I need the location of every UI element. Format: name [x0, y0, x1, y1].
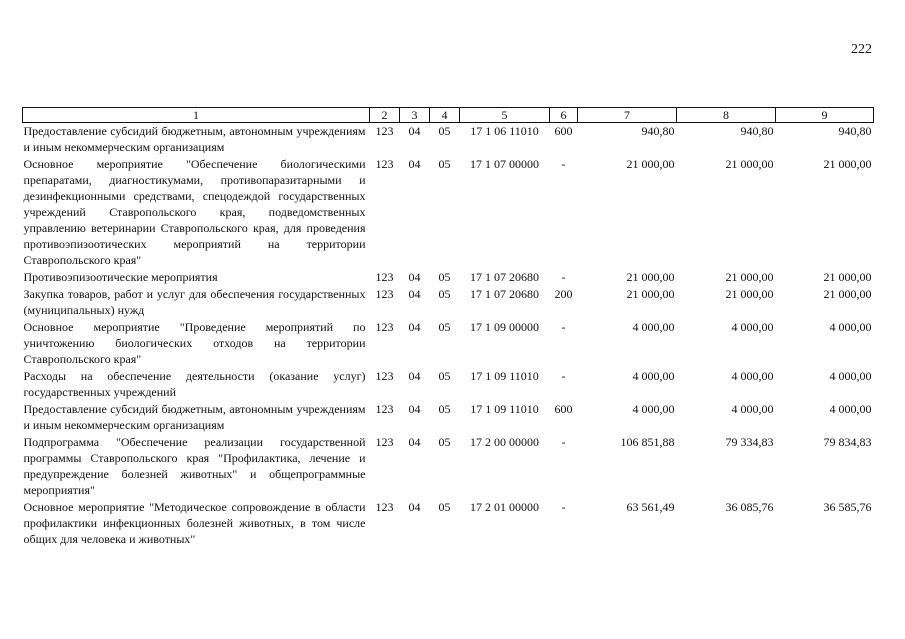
cell-ministry-code: 123: [375, 157, 394, 171]
cell-target-code: 17 1 09 00000: [470, 320, 539, 334]
cell-amount-col7: 4 000,00: [632, 320, 675, 334]
cell-target-code: 17 2 01 00000: [470, 500, 539, 514]
cell-expense-type: -: [561, 369, 566, 383]
cell-ministry-code: 123: [375, 402, 394, 416]
cell-target-code: 17 1 07 20680: [470, 270, 539, 284]
cell-amount-col9: 79 834,83: [823, 435, 872, 449]
cell-amount-col9: 21 000,00: [823, 287, 872, 301]
cell-amount-col9: 36 585,76: [823, 500, 872, 514]
page-number: 222: [851, 42, 872, 57]
cell-amount-col8: 4 000,00: [731, 320, 774, 334]
cell-amount-col7: 106 851,88: [620, 435, 675, 449]
cell-expense-type: 600: [554, 124, 573, 138]
cell-amount-col9: 4 000,00: [829, 369, 872, 383]
cell-subsection: 05: [438, 320, 451, 334]
cell-section: 04: [408, 500, 421, 514]
column-header: 7: [578, 108, 677, 123]
cell-amount-col7: 4 000,00: [632, 369, 675, 383]
cell-section: 04: [408, 402, 421, 416]
column-header: 6: [550, 108, 578, 123]
cell-amount-col8: 21 000,00: [725, 270, 774, 284]
cell-expense-type: -: [561, 157, 566, 171]
cell-subsection: 05: [438, 157, 451, 171]
cell-section: 04: [408, 435, 421, 449]
cell-ministry-code: 123: [375, 369, 394, 383]
cell-amount-col7: 940,80: [641, 124, 675, 138]
cell-target-code: 17 2 00 00000: [470, 435, 539, 449]
cell-ministry-code: 123: [375, 124, 394, 138]
column-header: 4: [430, 108, 460, 123]
cell-section: 04: [408, 124, 421, 138]
cell-amount-col7: 21 000,00: [626, 157, 675, 171]
row-name: Расходы на обеспечение деятельности (оказание услуг) государственных учреждений: [23, 369, 366, 399]
table-header-row: [23, 108, 874, 123]
cell-subsection: 05: [438, 287, 451, 301]
cell-amount-col9: 4 000,00: [829, 320, 872, 334]
cell-subsection: 05: [438, 402, 451, 416]
cell-amount-col9: 21 000,00: [823, 157, 872, 171]
cell-ministry-code: 123: [375, 270, 394, 284]
cell-section: 04: [408, 320, 421, 334]
column-header: 5: [460, 108, 550, 123]
table-row: [23, 319, 874, 368]
cell-amount-col8: 940,80: [740, 124, 774, 138]
row-name: Предоставление субсидий бюджетным, автономным учреждениям и иным некоммерческим организациям: [23, 402, 366, 432]
budget-table: [22, 107, 874, 548]
cell-amount-col7: 4 000,00: [632, 402, 675, 416]
cell-subsection: 05: [438, 435, 451, 449]
table-row: [23, 499, 874, 548]
cell-subsection: 05: [438, 270, 451, 284]
cell-target-code: 17 1 07 20680: [470, 287, 539, 301]
cell-expense-type: -: [561, 270, 566, 284]
cell-expense-type: 200: [554, 287, 573, 301]
column-header: 2: [370, 108, 400, 123]
row-name: Предоставление субсидий бюджетным, автономным учреждениям и иным некоммерческим организациям: [23, 124, 366, 154]
cell-amount-col8: 4 000,00: [731, 402, 774, 416]
row-name: Подпрограмма "Обеспечение реализации государственной программы Ставропольского края "Профилактика, лечение и предупреждение болезней животных" и общепрограммные мероприятия": [23, 435, 366, 497]
cell-subsection: 05: [438, 500, 451, 514]
cell-amount-col8: 4 000,00: [731, 369, 774, 383]
cell-expense-type: -: [561, 500, 566, 514]
row-name: Основное мероприятие "Обеспечение биологическими препаратами, диагностикумами, противопаразитарными и дезинфекционными средствами, спецодеждой государственных учреждений Ставропольского края, подведомственных управлению ветеринарии Ставропольского края, для проведения противоэпизоотических мероприятий на территории Ставропольского края": [23, 157, 366, 267]
cell-section: 04: [408, 157, 421, 171]
cell-target-code: 17 1 07 00000: [470, 157, 539, 171]
cell-expense-type: 600: [554, 402, 573, 416]
cell-amount-col9: 4 000,00: [829, 402, 872, 416]
column-header: 9: [776, 108, 874, 123]
cell-amount-col7: 21 000,00: [626, 270, 675, 284]
cell-amount-col8: 36 085,76: [725, 500, 774, 514]
cell-amount-col8: 79 334,83: [725, 435, 774, 449]
column-header: 1: [23, 108, 370, 123]
cell-ministry-code: 123: [375, 435, 394, 449]
row-name: Основное мероприятие "Проведение мероприятий по уничтожению биологических отходов на территории Ставропольского края": [23, 320, 366, 366]
cell-expense-type: -: [561, 435, 566, 449]
cell-amount-col7: 63 561,49: [626, 500, 675, 514]
cell-section: 04: [408, 270, 421, 284]
cell-section: 04: [408, 287, 421, 301]
row-name: Основное мероприятие "Методическое сопровождение в области профилактики инфекционных болезней животных, в том числе общих для человека и животных": [23, 500, 366, 546]
cell-section: 04: [408, 369, 421, 383]
cell-amount-col7: 21 000,00: [626, 287, 675, 301]
cell-ministry-code: 123: [375, 500, 394, 514]
column-header: 3: [400, 108, 430, 123]
cell-target-code: 17 1 06 11010: [470, 124, 539, 138]
cell-ministry-code: 123: [375, 320, 394, 334]
table-row: [23, 156, 874, 269]
cell-amount-col9: 940,80: [838, 124, 872, 138]
cell-amount-col9: 21 000,00: [823, 270, 872, 284]
cell-amount-col8: 21 000,00: [725, 287, 774, 301]
cell-subsection: 05: [438, 124, 451, 138]
column-header: 8: [677, 108, 776, 123]
table-row: [23, 401, 874, 434]
cell-subsection: 05: [438, 369, 451, 383]
table-row: [23, 123, 874, 157]
cell-ministry-code: 123: [375, 287, 394, 301]
table-row: [23, 269, 874, 286]
cell-amount-col8: 21 000,00: [725, 157, 774, 171]
table-row: [23, 368, 874, 401]
table-row: [23, 434, 874, 499]
row-name: Противоэпизоотические мероприятия: [23, 270, 218, 284]
row-name: Закупка товаров, работ и услуг для обеспечения государственных (муниципальных) нужд: [23, 287, 366, 317]
cell-target-code: 17 1 09 11010: [470, 402, 539, 416]
table-row: [23, 286, 874, 319]
cell-target-code: 17 1 09 11010: [470, 369, 539, 383]
cell-expense-type: -: [561, 320, 566, 334]
